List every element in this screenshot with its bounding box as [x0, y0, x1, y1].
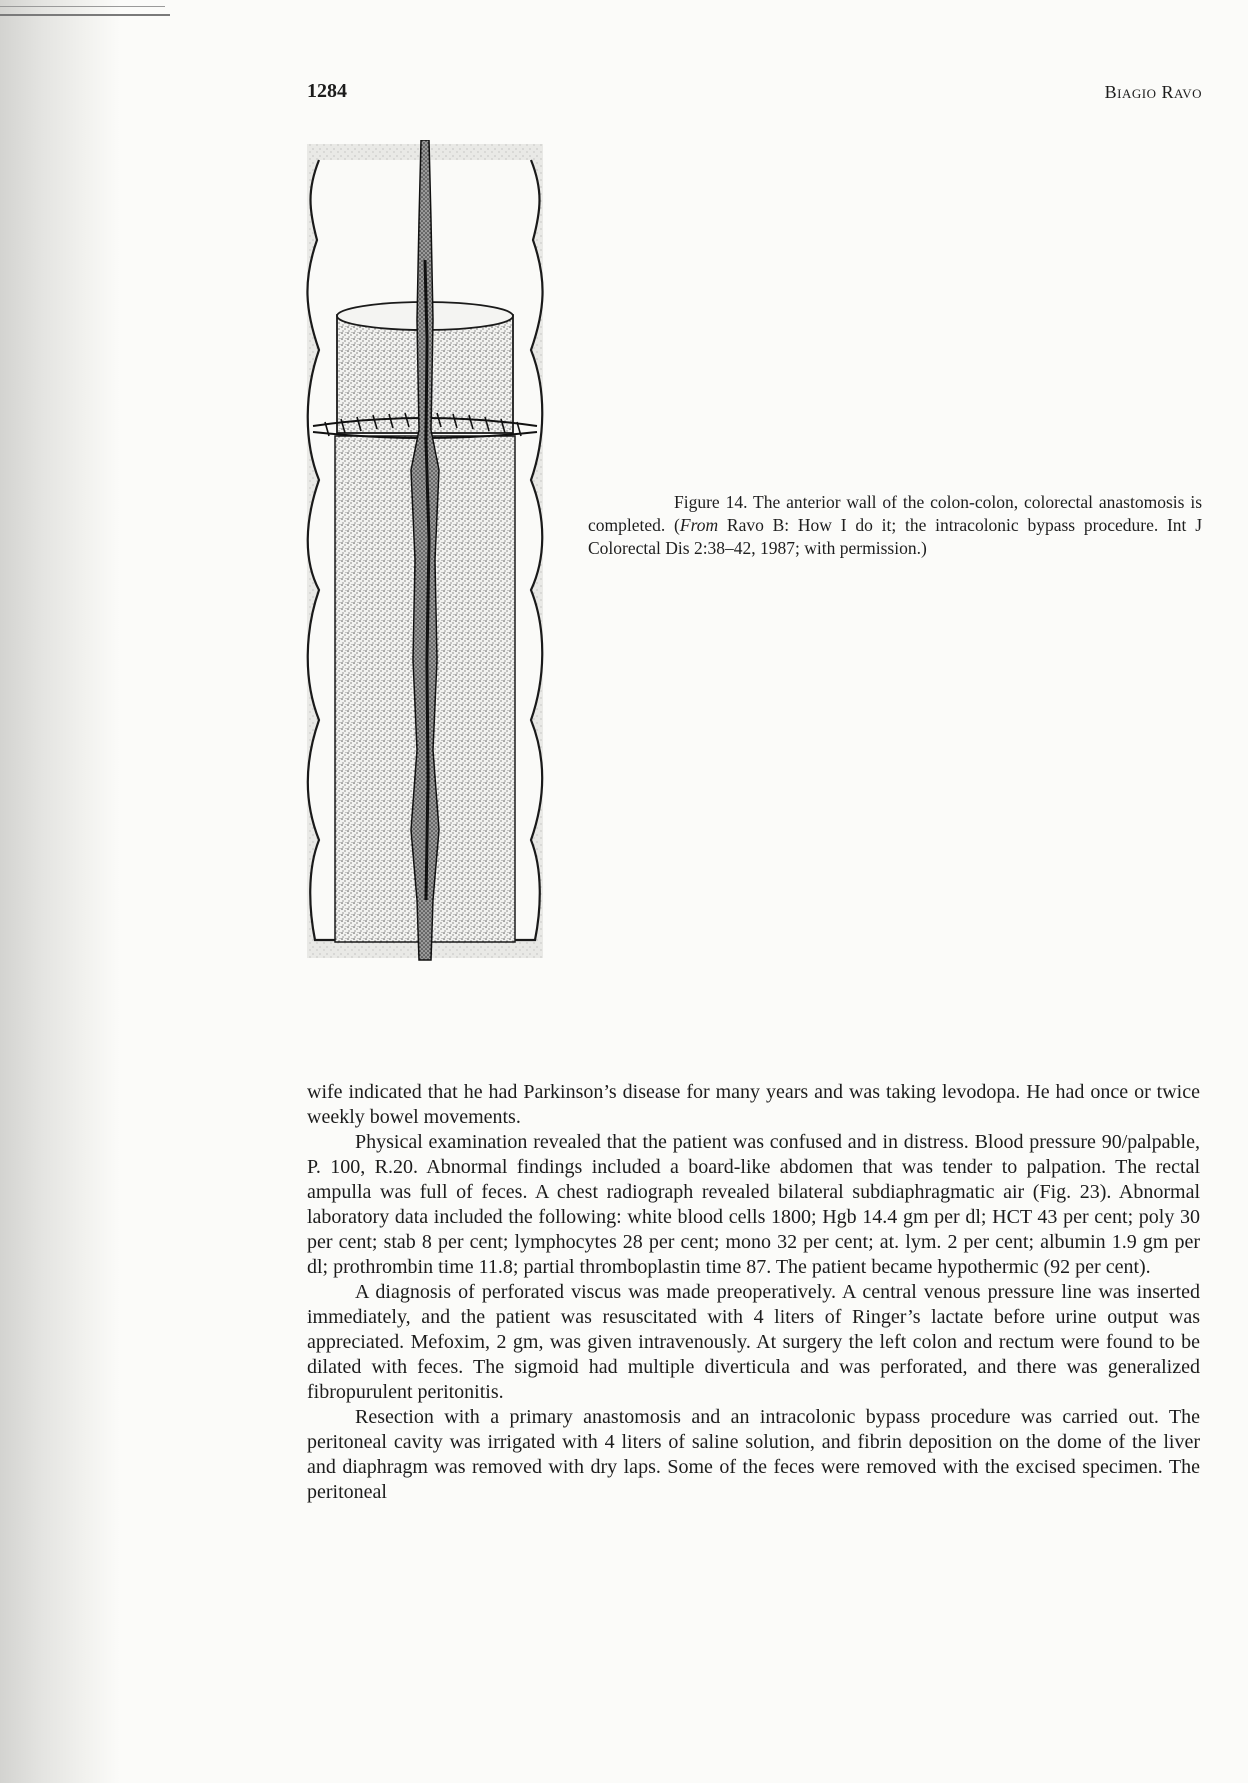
caption-text: Figure 14. The anterior wall of the colon-colon, colorectal anastomosis is completed. (: [588, 492, 1202, 535]
colon-anastomosis-drawing: [305, 140, 545, 962]
paragraph-4: Resection with a primary anastomosis and an intracolonic bypass procedure was carried out. The peritoneal cavity was irrigated with 4 liters of saline solution, and fibrin deposition on the dome of the liver and diaphragm was removed with dry laps. Some of the feces were removed with the excised specimen. The peritoneal: [307, 1406, 1200, 1503]
paragraph-3: A diagnosis of perforated viscus was made preoperatively. A central venous pressure line was inserted immediately, and the patient was resuscitated with 4 liters of Ringer’s lactate before urine output was appreciated. Mefoxim, 2 gm, was given intravenously. At surgery the left colon and rectum were found to be dilated with feces. The sigmoid had multiple diverticula and was perforated, and there was generalized fibropurulent peritonitis.: [307, 1281, 1200, 1403]
body-text: [307, 1080, 1200, 1505]
caption-italic: From: [679, 515, 719, 535]
paragraph-2: Physical examination revealed that the patient was confused and in distress. Blood pressure 90/palpable, P. 100, R.20. Abnormal findings included a board-like abdomen that was tender to palpation. The rectal ampulla was full of feces. A chest radiograph revealed bilateral subdiaphragmatic air (Fig. 23). Abnormal laboratory data included the following: white blood cells 1800; Hgb 14.4 gm per dl; HCT 43 per cent; poly 30 per cent; stab 8 per cent; lymphocytes 28 per cent; mono 32 per cent; at. lym. 2 per cent; albumin 1.9 gm per dl; prothrombin time 11.8; partial thromboplastin time 87. The patient became hypothermic (92 per cent).: [307, 1131, 1200, 1278]
figure-illustration: [305, 140, 545, 962]
running-head: Biagio Ravo: [1104, 82, 1202, 102]
figure-caption: [588, 491, 1202, 560]
paragraph-1: wife indicated that he had Parkinson’s disease for many years and was taking levodopa. He had once or twice weekly bowel movements.: [307, 1081, 1200, 1128]
page-edge-line: [0, 6, 165, 7]
binding-shadow: [0, 0, 120, 1783]
page-number: 1284: [307, 80, 347, 102]
caption-source: Ravo B: How I do it; the intracolonic bypass procedure. Int J Colorectal Dis 2:38–42, 1987; with permission.): [588, 515, 1203, 558]
page-header: [307, 80, 1202, 116]
page-edge: [0, 0, 170, 16]
